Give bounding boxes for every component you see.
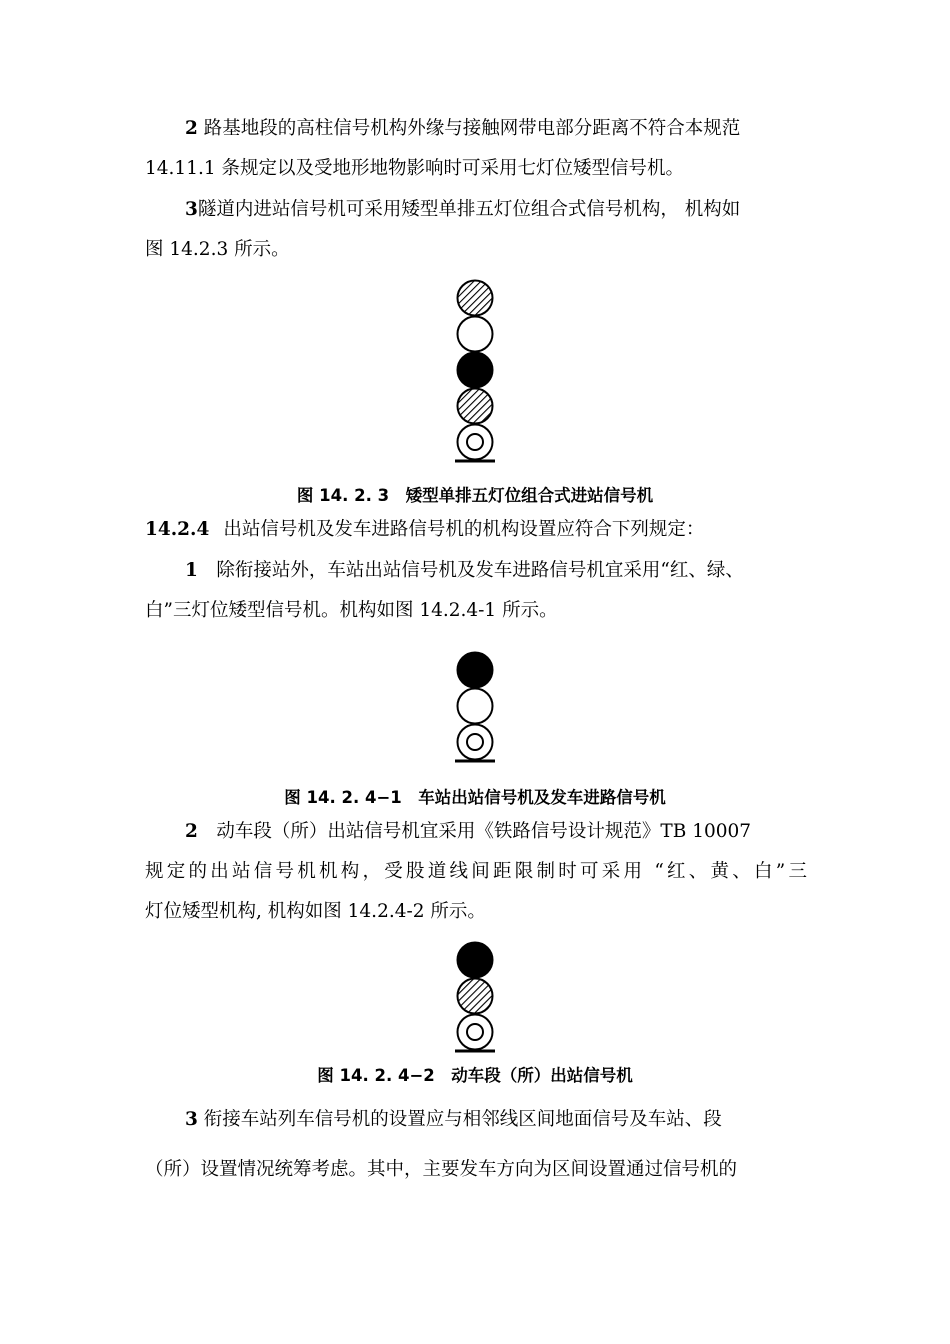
paragraph-text: 除衔接站外，车站出站信号机及发车进路信号机宜采用“红、绿、 — [216, 560, 744, 581]
paragraph-2-line-1 — [185, 117, 807, 141]
signal-figure-five-lamp — [450, 276, 500, 466]
paragraph-2-line-2: 14.11.1 条规定以及受地形地物影响时可采用七灯位矮型信号机。 — [145, 158, 684, 179]
clause-number: 14.2.4 — [145, 519, 210, 540]
item-number: 3 — [185, 1109, 198, 1130]
clause-text: 出站信号机及发车进路信号机的机构设置应符合下列规定： — [223, 519, 705, 540]
paragraph-2b-line-1 — [185, 820, 807, 844]
figure-caption-14-2-3: 图 14. 2. 3 矮型单排五灯位组合式进站信号机 — [296, 486, 654, 505]
item-number: 2 — [185, 118, 198, 139]
item-number: 2 — [185, 821, 198, 842]
paragraph-1-line-1 — [185, 559, 807, 583]
signal-figure-depot-exit — [450, 938, 500, 1046]
signal-lamp-ring — [458, 725, 493, 760]
paragraph-3-line-2: 图 14.2.3 所示。 — [145, 239, 290, 260]
paragraph-text: 隧道内进站信号机可采用矮型单排五灯位组合式信号机构， 机构如 — [197, 199, 741, 220]
paragraph-3b-line-1 — [185, 1108, 807, 1132]
paragraph-text: 路基地段的高柱信号机构外缘与接触网带电部分距离不符合本规范 — [203, 118, 741, 139]
signal-lamp-ring — [458, 1015, 493, 1050]
paragraph-3-line-1 — [185, 198, 807, 222]
signal-lamp-white — [458, 689, 493, 724]
signal-lamp-hatched — [458, 281, 493, 316]
signal-figure-three-lamp-exit — [450, 648, 500, 768]
signal-lamp-hatched — [458, 979, 493, 1014]
figure-caption-14-2-4-2: 图 14. 2. 4−2 动车段（所）出站信号机 — [317, 1066, 633, 1085]
signal-lamp-ring — [458, 425, 493, 460]
signal-lamp-black — [458, 353, 493, 388]
signal-lamp-black — [458, 653, 493, 688]
signal-lamp-hatched — [458, 389, 493, 424]
signal-lamp-white — [458, 317, 493, 352]
paragraph-2b-line-2: 规定的出站信号机机构，受股道线间距限制时可采用 “红、黄、白”三 — [145, 861, 807, 882]
item-number: 3 — [185, 199, 198, 220]
figure-caption-14-2-4-1: 图 14. 2. 4−1 车站出站信号机及发车进路信号机 — [284, 788, 666, 807]
clause-14-2-4 — [145, 518, 807, 542]
paragraph-2b-line-3: 灯位矮型机构, 机构如图 14.2.4-2 所示。 — [145, 901, 486, 922]
signal-lamp-black — [458, 943, 493, 978]
paragraph-1-line-2: 白”三灯位矮型信号机。机构如图 14.2.4-1 所示。 — [145, 600, 558, 621]
paragraph-text: 动车段（所）出站信号机宜采用《铁路信号设计规范》TB 10007 — [216, 821, 752, 842]
item-number: 1 — [185, 560, 198, 581]
paragraph-3b-line-2: （所）设置情况统筹考虑。其中，主要发车方向为区间设置通过信号机的 — [145, 1159, 738, 1180]
paragraph-text: 衔接车站列车信号机的设置应与相邻线区间地面信号及车站、段 — [203, 1109, 722, 1130]
